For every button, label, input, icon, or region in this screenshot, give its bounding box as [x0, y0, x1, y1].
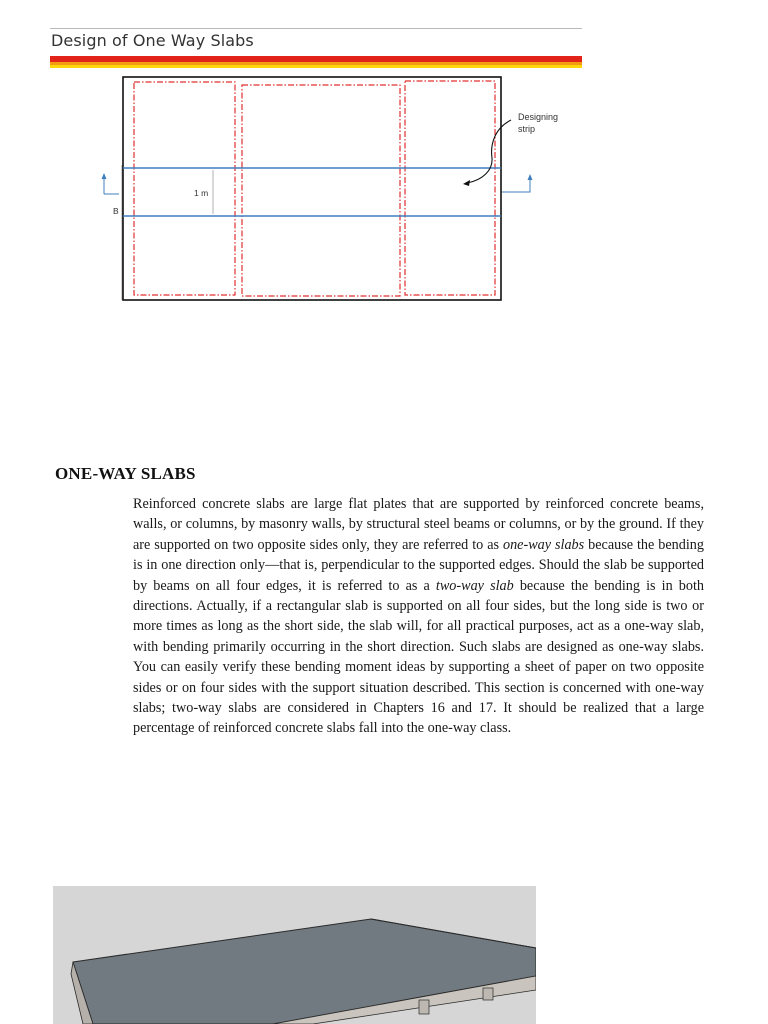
- section-arrow-right: [502, 178, 530, 192]
- beam-notch-1: [419, 1000, 429, 1014]
- paragraph-part-3: because the bending is in both directions. Actually, if a rectangular slab is supported on all four sides, but the long side is two or more times as long as the short side, the slab will, for all practical purposes, act as a one-way slab, with bending primarily occurring in the short direction. Such slabs are designed as one-way slabs. You can easily verify these bending moment ideas by supporting a sheet of paper on two opposite sides or on four sides with the support situation described. This section is concerned with one-way slabs; two-way slabs are considered in Chapters 16 and 17. It should be realized that a large percentage of reinforced concrete slabs fall into the one-way class.: [133, 577, 704, 737]
- header-band-yellow: [50, 65, 582, 68]
- slab-plan-diagram: [95, 70, 595, 310]
- panel-left-dashed: [134, 82, 235, 295]
- section-side-label: B: [113, 206, 119, 216]
- strip-label-line2: strip: [518, 124, 536, 134]
- slab-top-face: [73, 919, 536, 1024]
- slab-3d-render: [53, 886, 536, 1024]
- panel-right-dashed: [405, 81, 495, 295]
- slab-3d-drawing: [53, 886, 536, 1024]
- beam-notch-2: [483, 988, 493, 1000]
- page-header-title: Design of One Way Slabs: [51, 31, 254, 50]
- body-paragraph: [133, 494, 704, 739]
- paragraph-part-1: Reinforced concrete slabs are large flat plates that are supported by reinforced concrete beams, walls, or columns, by masonry walls, by structural steel beams or columns, or by the ground. If they are supported on two opposite sides only, they are referred to as: [133, 496, 704, 553]
- panel-middle-dashed: [242, 85, 400, 296]
- strip-label-line1: Designing: [518, 112, 559, 122]
- strip-width-label: 1 m: [194, 188, 209, 198]
- term-two-way-slab: two-way slab: [435, 577, 514, 594]
- section-heading: ONE-WAY SLABS: [55, 464, 196, 483]
- slab-outline: [123, 77, 501, 300]
- term-one-way-slabs: one-way slabs: [502, 536, 585, 553]
- header-top-rule: [50, 28, 582, 29]
- paragraph-part-2: because the bending is in one direction only—that is, perpendicular to the supported edges. Should the slab be supported by beams on all four edges, it is referred to as a: [133, 536, 704, 594]
- strip-leader-arrow: [467, 120, 511, 183]
